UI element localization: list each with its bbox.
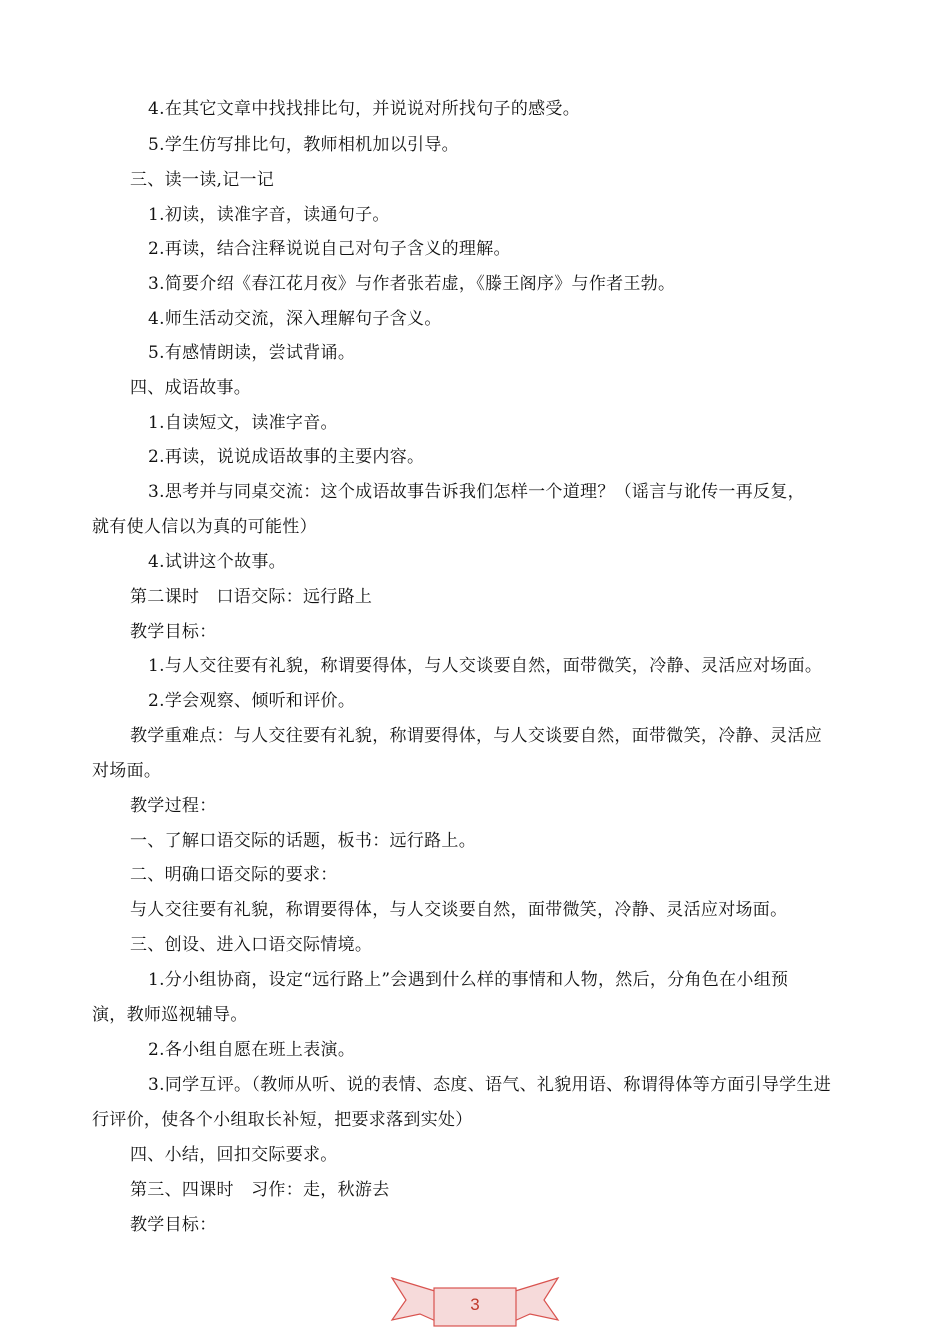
text-line: 教学目标： (130, 1215, 217, 1235)
page-number: 3 (470, 1295, 480, 1314)
text-line: 5.学生仿写排比句，教师相机加以引导。 (148, 135, 459, 155)
text-line: 2.再读，说说成语故事的主要内容。 (148, 447, 425, 467)
section-heading: 四、成语故事。 (130, 378, 252, 398)
text-line: 3.思考并与同桌交流：这个成语故事告诉我们怎样一个道理？（谣言与讹传一再反复， (148, 482, 805, 502)
section-heading: 二、明确口语交际的要求： (130, 865, 338, 885)
page-footer (390, 1270, 560, 1330)
section-heading: 一、了解口语交际的话题，板书：远行路上。 (130, 831, 476, 851)
text-line: 2.再读，结合注释说说自己对句子含义的理解。 (148, 239, 511, 259)
text-line: 3.简要介绍《春江花月夜》与作者张若虚，《滕王阁序》与作者王勃。 (148, 274, 676, 294)
text-line: 对场面。 (92, 761, 162, 781)
text-line: 教学重难点：与人交往要有礼貌，称谓要得体，与人交谈要自然，面带微笑，冷静、灵活应 (130, 726, 822, 746)
text-line: 1.自读短文，读准字音。 (148, 413, 338, 433)
text-line: 1.初读，读准字音，读通句子。 (148, 205, 390, 225)
text-line: 演，教师巡视辅导。 (92, 1005, 248, 1025)
text-line: 3.同学互评。（教师从听、说的表情、态度、语气、礼貌用语、称谓得体等方面引导学生进 (148, 1075, 832, 1095)
section-heading: 三、创设、进入口语交际情境。 (130, 935, 373, 955)
section-heading: 四、小结，回扣交际要求。 (130, 1145, 338, 1165)
text-line: 与人交往要有礼貌，称谓要得体，与人交谈要自然，面带微笑，冷静、灵活应对场面。 (130, 900, 788, 920)
text-line: 行评价，使各个小组取长补短，把要求落到实处） (92, 1110, 473, 1130)
text-line: 教学目标： (130, 622, 217, 642)
text-line: 1.与人交往要有礼貌，称谓要得体，与人交谈要自然，面带微笑，冷静、灵活应对场面。 (148, 656, 823, 676)
text-line: 5.有感情朗读，尝试背诵。 (148, 343, 356, 363)
lesson-heading: 第三、四课时 习作：走，秋游去 (130, 1180, 390, 1200)
text-line: 1.分小组协商，设定“远行路上”会遇到什么样的事情和人物，然后，分角色在小组预 (148, 970, 789, 990)
text-line: 教学过程： (130, 796, 217, 816)
text-line: 2.各小组自愿在班上表演。 (148, 1040, 356, 1060)
text-line: 2.学会观察、倾听和评价。 (148, 691, 356, 711)
text-line: 4.试讲这个故事。 (148, 552, 286, 572)
text-line: 就有使人信以为真的可能性） (92, 517, 317, 537)
text-line: 4.在其它文章中找找排比句，并说说对所找句子的感受。 (148, 99, 581, 119)
text-line: 4.师生活动交流，深入理解句子含义。 (148, 309, 442, 329)
section-heading: 三、读一读,记一记 (130, 170, 275, 190)
lesson-heading: 第二课时 口语交际：远行路上 (130, 587, 373, 607)
